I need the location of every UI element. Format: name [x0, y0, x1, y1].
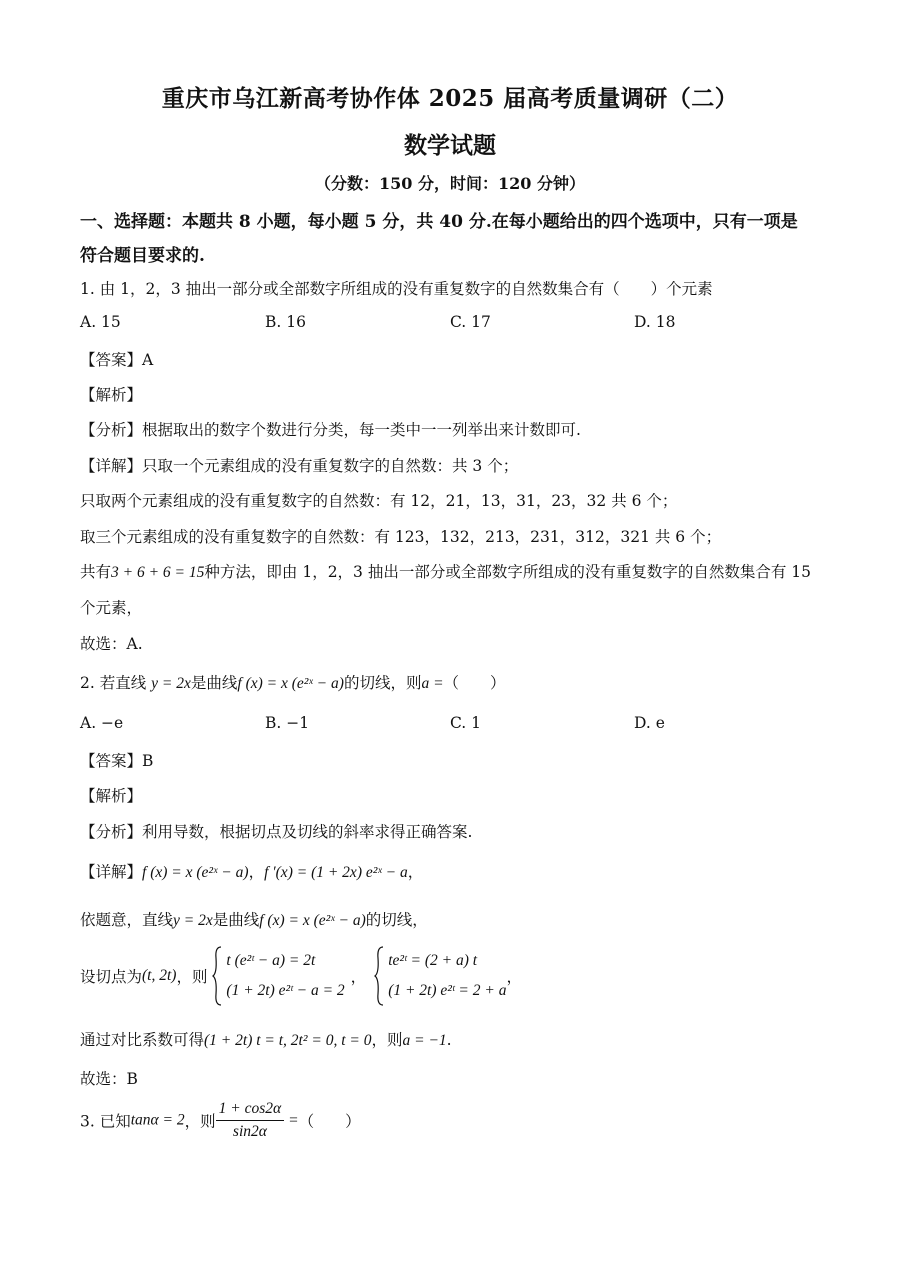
q2-system-2-eq1: te²ᵗ = (2 + a) t: [388, 952, 478, 969]
q1-detail-4: [80, 560, 811, 582]
q1-detail-4-suffix: 种方法，即由 1，2，3 抽出一部分或全部数字所组成的没有重复数字的自然数集合有 15: [204, 563, 811, 581]
q2-option-a: A. −e: [80, 714, 124, 732]
q3-fraction: [216, 1098, 285, 1143]
q2-detail-sep: ，: [248, 863, 265, 881]
q2-stem-line: y = 2x: [151, 675, 191, 692]
q2-detail-fprime: f ′(x) = (1 + 2x) e²ˣ − a: [264, 864, 408, 881]
q2-tangent: [80, 946, 522, 1006]
q1-fenxi: 【分析】根据取出的数字个数进行分类，每一类中一一列举出来计数即可.: [80, 421, 581, 439]
q2-compare-math: (1 + 2t) t = t, 2t² = 0, t = 0: [204, 1032, 372, 1049]
q2-compare-then: ，则: [371, 1031, 403, 1049]
q1-detail-3: 取三个元素组成的没有重复数字的自然数：有 123，132，213，231，312，321 共 6 个；: [80, 528, 722, 546]
section-heading-line2: 符合题目要求的.: [80, 246, 205, 266]
q2-option-d: D. e: [634, 714, 665, 732]
q2-system-1-eq1: t (e²ᵗ − a) = 2t: [226, 952, 316, 969]
q1-conclusion: 故选：A.: [80, 635, 143, 653]
q2-conclusion: 故选：B: [80, 1070, 138, 1088]
q2-stem: [80, 671, 506, 693]
q1-detail-4-prefix: 共有: [80, 563, 112, 581]
q2-analysis-label: 【解析】: [80, 787, 143, 805]
q3-stem-then: ，则: [184, 1112, 216, 1131]
q2-system-1-eq2: (1 + 2t) e²ᵗ − a = 2: [226, 982, 345, 999]
exam-subject: 数学试题: [404, 132, 496, 159]
q3-stem-end: （ ）: [298, 1112, 361, 1131]
q2-compare: [80, 1028, 452, 1050]
q2-fenxi: 【分析】利用导数，根据切点及切线的斜率求得正确答案.: [80, 823, 473, 841]
q2-option-b: B. −1: [265, 714, 310, 732]
exam-meta: （分数：150 分，时间：120 分钟）: [315, 174, 585, 193]
q2-yiti-suffix: 的切线，: [365, 911, 428, 929]
q2-system-sep: ，: [350, 968, 367, 986]
q1-detail-4-math: 3 + 6 + 6 = 15: [111, 564, 205, 581]
brace-icon: [374, 946, 384, 1006]
q2-stem-curve: f (x) = x (e²ˣ − a): [237, 675, 344, 692]
q1-detail-5: 个元素，: [80, 599, 143, 617]
q3-stem-given: tanα = 2: [130, 1111, 185, 1129]
q2-system-2: [374, 946, 506, 1006]
q2-detail: [80, 860, 423, 882]
q2-system-1: [212, 946, 344, 1006]
q2-detail-label: 【详解】: [80, 863, 143, 881]
q1-stem: 1. 由 1，2，3 抽出一部分或全部数字所组成的没有重复数字的自然数集合有（ ）个元素: [80, 280, 713, 298]
q2-stem-var: a =: [421, 675, 444, 692]
q1-analysis-label: 【解析】: [80, 386, 143, 404]
q3-stem: [80, 1098, 361, 1143]
q2-yiti-curve: f (x) = x (e²ˣ − a): [259, 912, 366, 929]
exam-title: 重庆市乌江新高考协作体 2025 届高考质量调研（二）: [161, 85, 739, 112]
q2-answer: 【答案】B: [80, 752, 154, 770]
q2-stem-mid: 是曲线: [190, 674, 238, 692]
q2-stem-prefix: 2. 若直线: [80, 674, 147, 692]
q2-system-end: ，: [506, 968, 522, 986]
q2-yiti-prefix: 依题意，直线: [80, 911, 174, 929]
q2-compare-prefix: 通过对比系数可得: [80, 1031, 205, 1049]
q1-option-b: B. 16: [265, 313, 306, 331]
q1-answer: 【答案】A: [80, 351, 154, 369]
brace-icon: [212, 946, 222, 1006]
q1-option-c: C. 17: [450, 313, 491, 331]
q2-stem-end: （ ）: [443, 674, 506, 692]
q2-tangent-then: ，则: [176, 968, 208, 986]
q3-fraction-denominator: sin2α: [232, 1123, 267, 1140]
q2-yiti-line: y = 2x: [173, 912, 213, 929]
q2-option-c: C. 1: [450, 714, 482, 732]
q2-tangent-point: (t, 2t): [142, 967, 177, 984]
q1-option-d: D. 18: [634, 313, 676, 331]
q2-stem-suffix: 的切线，则: [343, 674, 422, 692]
q3-stem-prefix: 3. 已知: [80, 1112, 131, 1131]
q2-yiti-mid: 是曲线: [212, 911, 260, 929]
q2-compare-end: .: [446, 1031, 452, 1049]
q2-system-2-eq2: (1 + 2t) e²ᵗ = 2 + a: [388, 982, 507, 999]
q2-detail-end: ，: [407, 863, 424, 881]
q1-detail-1: 【详解】只取一个元素组成的没有重复数字的自然数：共 3 个；: [80, 457, 519, 475]
q3-stem-eq: =: [288, 1111, 299, 1129]
q2-detail-f: f (x) = x (e²ˣ − a): [142, 864, 249, 881]
q2-tangent-prefix: 设切点为: [80, 968, 143, 986]
q1-detail-2: 只取两个元素组成的没有重复数字的自然数：有 12，21，13，31，23，32 共 6 个；: [80, 492, 678, 510]
q2-yiti: [80, 908, 428, 930]
q2-compare-result: a = −1: [402, 1032, 447, 1049]
q3-fraction-numerator: 1 + cos2α: [216, 1098, 285, 1121]
q1-option-a: A. 15: [80, 313, 121, 331]
section-heading-line1: 一、选择题：本题共 8 小题，每小题 5 分，共 40 分.在每小题给出的四个选项中，只有一项是: [80, 212, 798, 232]
